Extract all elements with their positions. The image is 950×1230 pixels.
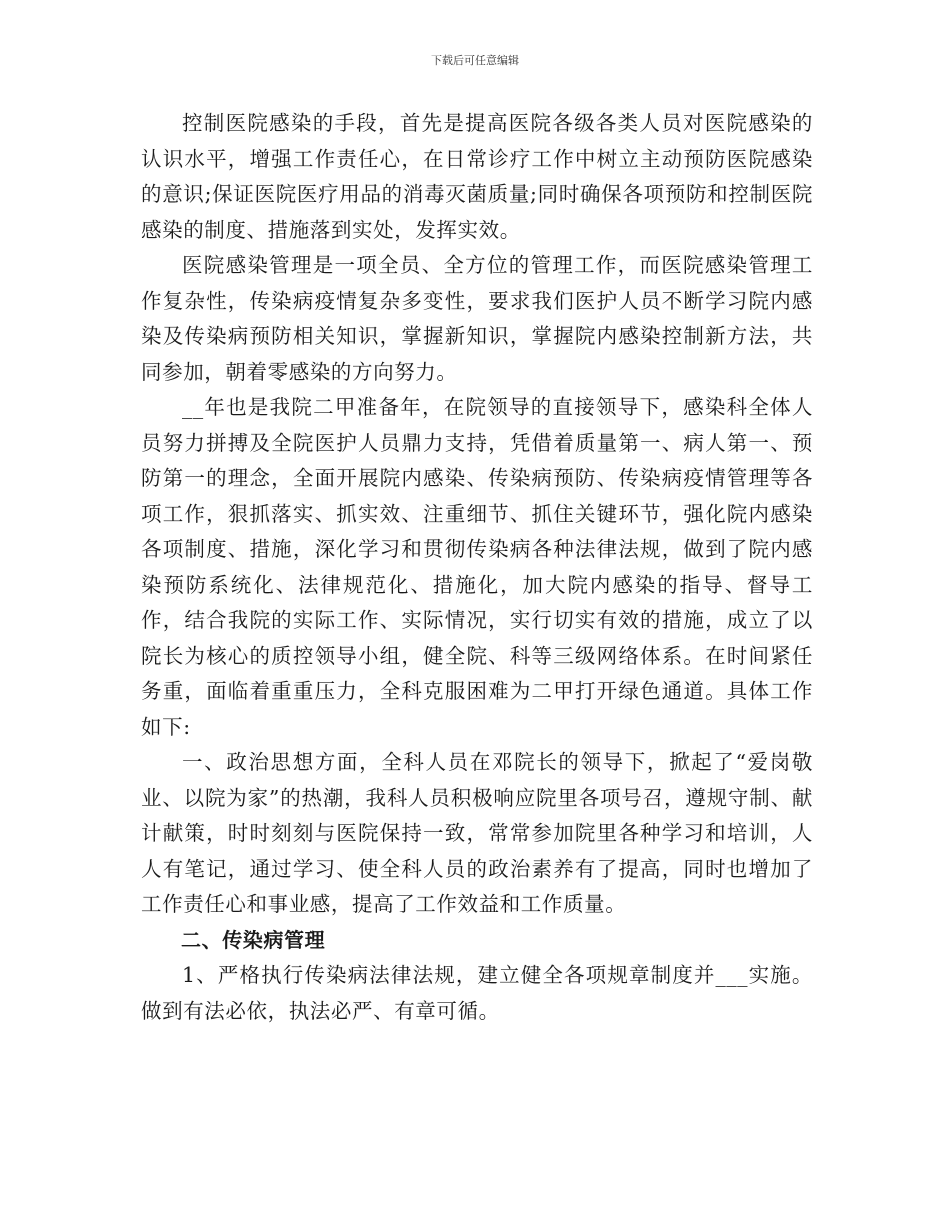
page-header-note: 下载后可任意编辑 [431, 54, 519, 67]
paragraph-infection-control-means: 控制医院感染的手段，首先是提高医院各级各类人员对医院感染的认识水平，增强工作责任心，在日常诊疗工作中树立主动预防医院感染的意识;保证医院医疗用品的消毒灭菌质量;同时确保各项预防和控制医院感染的制度、措施落到实处，发挥实效。 [141, 111, 813, 242]
paragraph-political-thought: 一、政治思想方面，全科人员在邓院长的领导下，掀起了“爱岗敬业、以院为家”的热潮，我科人员积极响应院里各项号召，遵规守制、献计献策，时时刻刻与医院保持一致，常常参加院里各种学习和培训，人人有笔记，通过学习、使全科人员的政治素养有了提高，同时也增加了工作责任心和事业感，提高了工作效益和工作质量。 [141, 750, 813, 916]
paragraph-infection-management: 医院感染管理是一项全员、全方位的管理工作，而医院感染管理工作复杂性，传染病疫情复杂多变性，要求我们医护人员不断学习院内感染及传染病预防相关知识，掌握新知识，掌握院内感染控制新方法，共同参加，朝着零感染的方向努力。 [141, 253, 813, 384]
paragraph-annual-work: __年也是我院二甲准备年，在院领导的直接领导下，感染科全体人员努力拼搏及全院医护人员鼎力支持，凭借着质量第一、病人第一、预防第一的理念，全面开展院内感染、传染病预防、传染病疫情管理等各项工作，狠抓落实、抓实效、注重细节、抓住关键环节，强化院内感染各项制度、措施，深化学习和贯彻传染病各种法律法规，做到了院内感染预防系统化、法律规范化、措施化，加大院内感染的指导、督导工作，结合我院的实际工作、实际情况，实行切实有效的措施，成立了以院长为核心的质控领导小组，健全院、科等三级网络体系。在时间紧任务重，面临着重重压力，全科克服困难为二甲打开绿色通道。具体工作如下: [141, 395, 813, 739]
section-heading-infectious-disease: 二、传染病管理 [181, 927, 326, 952]
paragraph-laws-regulations: 1、严格执行传染病法律法规，建立健全各项规章制度并___实施。做到有法必依，执法必严、有章可循。 [141, 963, 813, 1023]
document-body [141, 106, 813, 1029]
